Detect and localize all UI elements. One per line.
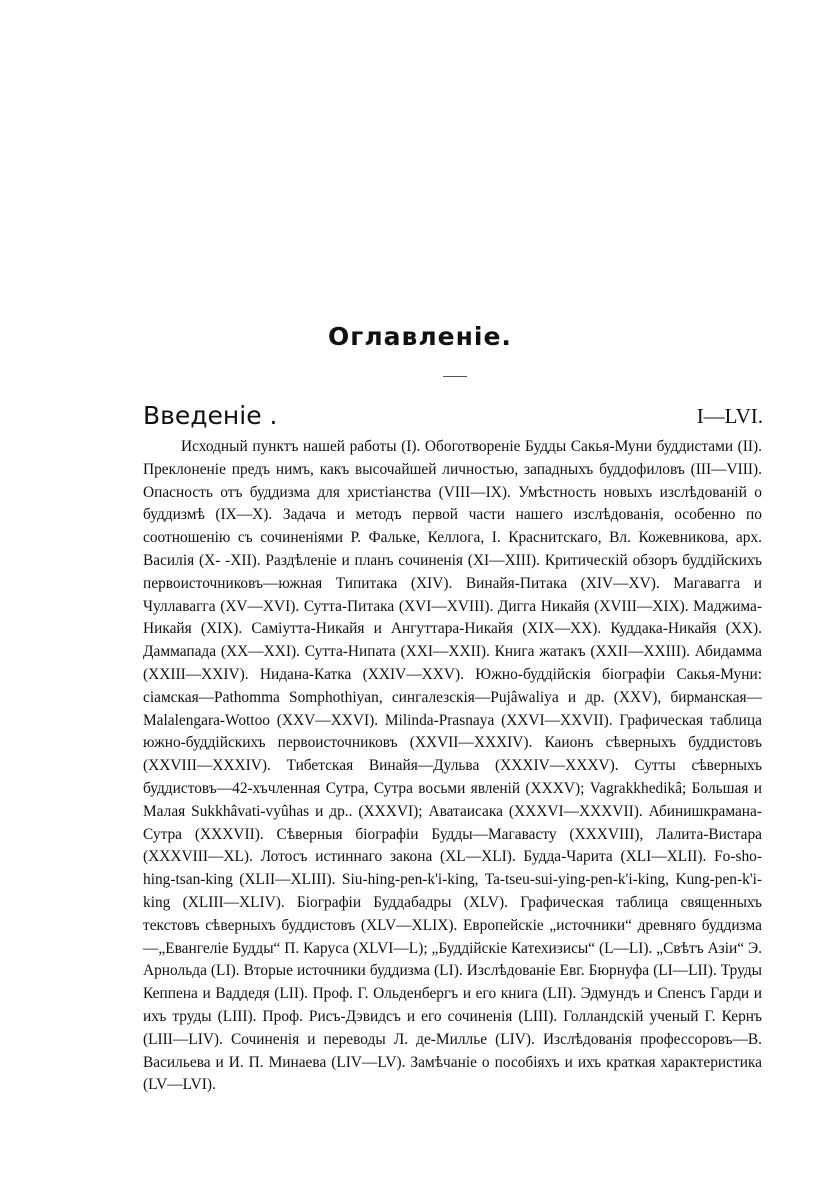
section-page-range: I—LVI. bbox=[696, 404, 763, 428]
section-header bbox=[143, 401, 763, 435]
section-title: Введеніе . bbox=[143, 401, 278, 430]
section-summary-paragraph: Исходный пунктъ нашей работы (I). Обоготвореніе Будды Сакья-Муни буддистами (II). Преклоненіе предъ нимъ, какъ высочайшей личностью, западныхъ буддофиловъ (III—VIII). Опасность отъ буддизма для христіанства (VIII—IX). Умѣстность новыхъ изслѣдованій о буддизмѣ (IX—X). Задача и методъ первой части нашего изслѣдованія, особенно по соотношенію съ сочиненіями Р. Фальке, Келлога, І. Краснитскаго, Вл. Кожевникова, арх. Василія (X- -XII). Раздѣленіе и планъ сочиненія (XI—XIII). Критическій обзоръ буддійскихъ первоисточниковъ—южная Типитака (XIV). Винайя-Питака (XIV—XV). Магавагга и Чуллавагга (XV—XVI). Сутта-Питака (XVI—XVIII). Дигга Никайя (XVIII—XIX). Маджима-Никайя (XIX). Саміутта-Никайя и Ангуттара-Никайя (XIX—XX). Куддака-Никайя (XX). Даммапада (XX—XXI). Сутта-Нипата (XXI—XXII). Книга жатакъ (XXII—XXIII). Абидамма (XXIII—XXIV). Нидана-Катка (XXIV—XXV). Южно-буддійскія біографіи Сакья-Муни: сіамская—Pathomma Somphothiyan, сингалезскія—Pujâwaliya и др. (XXV), бирманская—Malalengara-Wottoo (XXV—XXVI). Milinda-Prasnaya (XXVI—XXVII). Графическая таблица южно-буддійскихъ первоисточниковъ (XXVII—XXXIV). Каионъ сѣверныхъ буддистовъ (XXVIII—XXXIV). Тибетская Винайя—Дульва (XXXIV—XXXV). Сутты сѣверныхъ буддистовъ—42-хъчленная Сутра, Сутра восьми явленій (XXXV); Vagrakkhedikâ; Большая и Малая Sukkhâvati-vyûhas и др.. (XXXVI); Аватаисака (XXXVI—XXXVII). Абинишкрамана-Сутра (XXXVII). Сѣверныя біографіи Будды—Магавасту (XXXVIII), Лалита-Вистара (XXXVIII—XL). Лотосъ истиннаго закона (XL—XLI). Будда-Чарита (XLI—XLII). Fo-sho-hing-tsan-king (XLII—XLIII). Siu-hing-pen-k'i-king, Ta-tseu-sui-ying-pen-k'i-king, Kung-pen-k'i-king (XLIII—XLIV). Біографіи Буддабадры (XLV). Графическая таблица священныхъ текстовъ сѣверныхъ буддистовъ (XLV—XLIX). Европейскіе „источники“ древняго буддизма—„Евангеліе Будды“ П. Каруса (XLVI—L); „Буддійскіе Катехизисы“ (L—LI). „Свѣтъ Азіи“ Э. Арнольда (LI). Вторые источники буддизма (LI). Изслѣдованіе Евг. Бюрнуфа (LI—LII). Труды Кеппена и Ваддедя (LII). Проф. Г. Ольденбергъ и его книга (LII). Эдмундъ и Спенсъ Гарди и ихъ труды (LIII). Проф. Рисъ-Дэвидсъ и его сочиненія (LIII). Голландскій ученый Г. Кернъ (LIII—LIV). Сочиненія и переводы Л. де-Миллье (LIV). Изслѣдованія профессоровъ—В. Васильева и И. П. Минаева (LIV—LV). Замѣчаніе о пособіяхъ и ихъ краткая характеристика (LV—LVI). bbox=[143, 438, 762, 1094]
title-divider bbox=[443, 376, 467, 377]
page-title: Оглавленіе. bbox=[328, 322, 512, 351]
